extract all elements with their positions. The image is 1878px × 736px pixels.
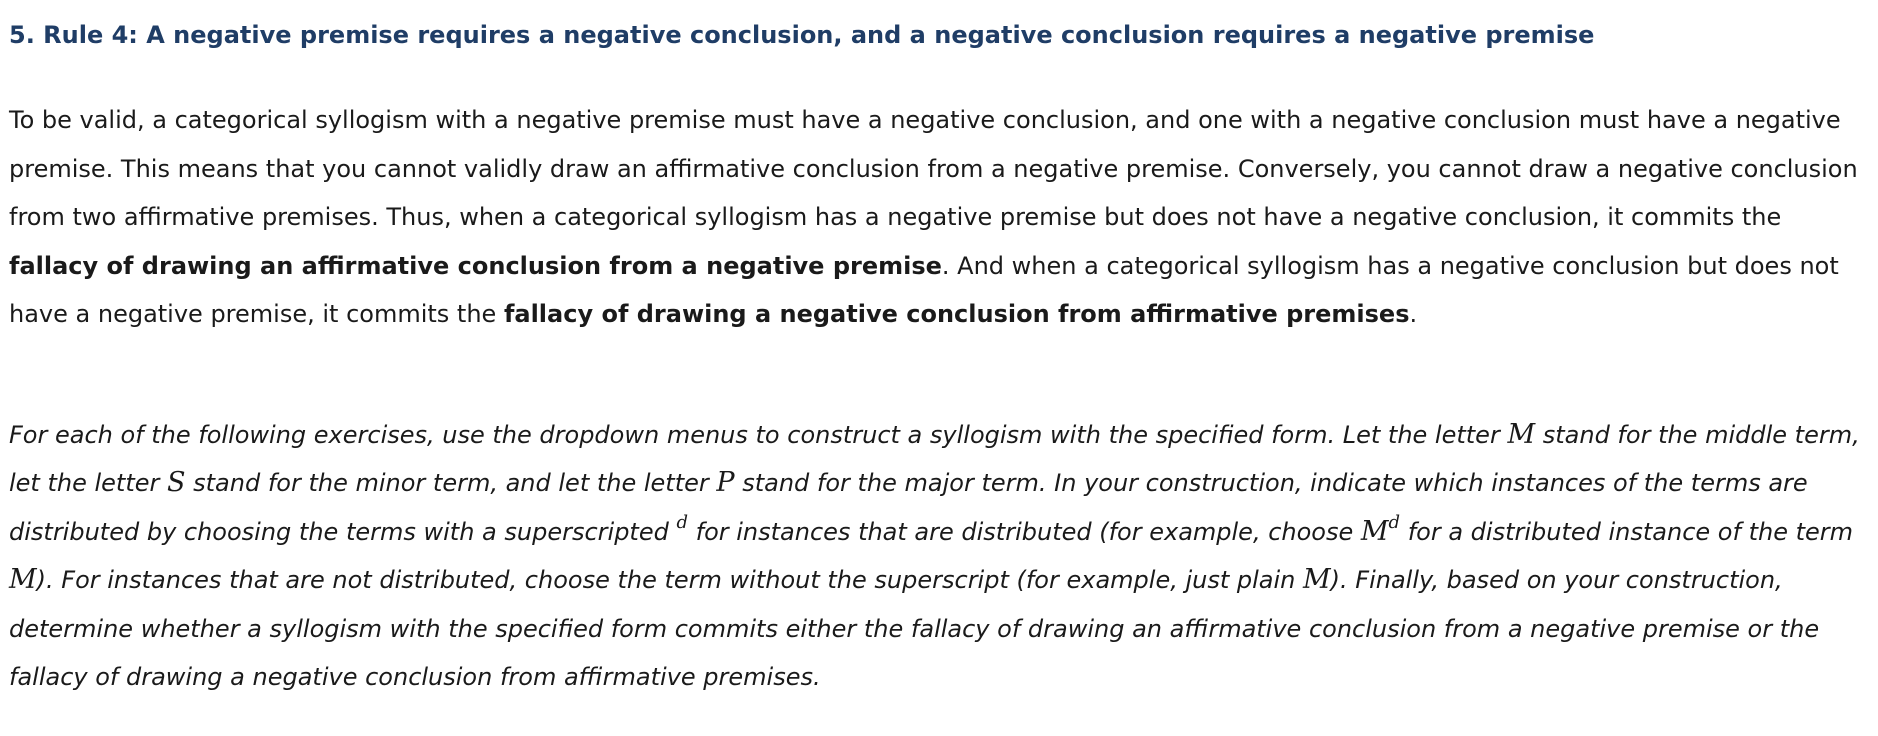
intro-paragraph bbox=[9, 96, 1869, 339]
fallacy-term-negative: fallacy of drawing a negative conclusion from affirmative premises bbox=[503, 300, 1410, 328]
intro-text-2: . And when a categorical syllogism has a negative conclusion but does not have a negative premise, it commits the bbox=[9, 251, 1839, 328]
section-heading: 5. Rule 4: A negative premise requires a negative conclusion, and a negative conclusion requires a negative premise bbox=[9, 21, 1595, 49]
instr-text-5: for instances that are distributed (for example, choose bbox=[688, 517, 1361, 546]
instr-text-7: ). For instances that are not distributed, choose the term without the superscript (for example, just plain bbox=[36, 566, 1304, 594]
math-plain-m: M bbox=[1303, 564, 1331, 595]
instr-text-4: stand for the major term. In your construction, indicate which instances of the terms are distributed by choosing the terms with a superscripted bbox=[9, 469, 1808, 546]
instr-text-8: ). Finally, based on your construction, determine whether a syllogism with the specified form commits either the fallacy of drawing an affirmative conclusion from a negative premise or the fallacy of drawing a negative conclusion from affirmative premises. bbox=[9, 566, 1820, 691]
fallacy-term-affirmative: fallacy of drawing an affirmative conclusion from a negative premise bbox=[9, 251, 942, 280]
instr-text-1: For each of the following exercises, use the dropdown menus to construct a syllogism with the specified form. Let the letter bbox=[9, 420, 1508, 449]
instr-text-6: for a distributed instance of the term bbox=[1400, 517, 1854, 546]
math-m-superscript: d bbox=[1388, 511, 1401, 533]
superscript-d: d bbox=[676, 511, 688, 533]
intro-text-1: To be valid, a categorical syllogism with a negative premise must have a negative conclusion, and one with a negative conclusion must have a negative premise. This means that you cannot validly draw an affirmative conclusion from a negative premise. Conversely, you cannot draw a negative conclusion from two affirmative premises. Thus, when a categorical syllogism has a negative premise but does not have a negative conclusion, it commits the bbox=[9, 106, 1858, 231]
math-superscript-d bbox=[676, 511, 688, 547]
math-middle-term: M bbox=[1507, 418, 1536, 450]
math-m-base: M bbox=[1360, 515, 1389, 547]
intro-text-3: . bbox=[1409, 300, 1418, 328]
instructions-paragraph bbox=[9, 411, 1869, 702]
math-minor-term: S bbox=[167, 467, 186, 498]
math-distributed-m bbox=[1360, 511, 1401, 547]
instr-text-3: stand for the minor term, and let the letter bbox=[185, 469, 717, 497]
math-major-term: P bbox=[716, 467, 735, 498]
instr-text-2: stand for the middle term, let the letter bbox=[9, 420, 1860, 497]
math-term-m: M bbox=[9, 564, 37, 595]
